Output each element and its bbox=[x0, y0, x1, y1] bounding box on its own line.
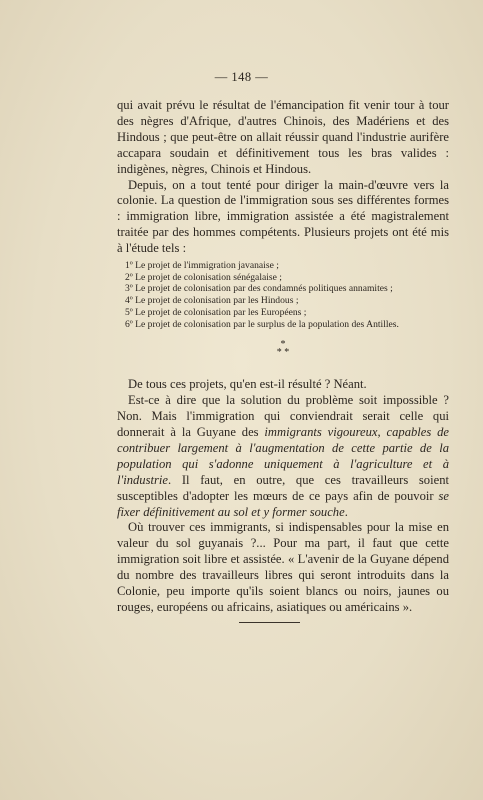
solution-italic-1: immigrants vigoureux, capables de contribuer largement à l'augmentation de cette partie de la population qui s'adonne uniquement à l'agriculture et à l'industrie bbox=[117, 425, 450, 487]
solution-text-3: . bbox=[344, 504, 348, 519]
paragraph-where-immigrants: Où trouver ces immigrants, si indispensables pour la mise en valeur du sol guyanais ?... Pour ma part, il faut que cette immigration soit libre et assistée. « L'avenir de la Guyane dépend du nombre des travailleurs libres qui seront introduits dans la Colonie, peu importe qu'ils soient blancs ou noirs, jaunes ou rouges, européens ou africains, asiatiques ou américains ». bbox=[117, 520, 449, 614]
paragraph-immigration-question: Depuis, on a tout tenté pour diriger la main-d'œuvre vers la colonie. La question de l'immigration sous ses différentes formes : immigration libre, immigration assistée a été magistralement traitée par des hommes compétents. Plusieurs projets ont été mis à l'étude tels : bbox=[117, 177, 449, 256]
page-number: — 148 — bbox=[214, 70, 269, 84]
paragraph-emancipation: qui avait prévu le résultat de l'émancipation fit venir tour à tour des nègres d'Afrique, d'autres Chinois, des Madériens et des Hindous ; que peut-être on allait réussir quand l'industrie aurifère accapara soudain et définitivement tous les bras valides : indigènes, nègres, Chinois et Hindous. bbox=[117, 98, 449, 176]
separator-star-top: * bbox=[280, 339, 286, 351]
list-item: 6º Le projet de colonisation par le surplus de la population des Antilles. bbox=[125, 318, 399, 330]
separator-stars-bottom: * * bbox=[276, 347, 290, 359]
solution-text-1: Est-ce à dire que la solution du problème soit impossible ? Non. Mais l'immigration qui conviendrait serait celle qui donnerait à la Guyane des bbox=[117, 393, 449, 439]
list-item: 4º Le projet de colonisation par les Hindous ; bbox=[125, 295, 299, 307]
paragraph-result: De tous ces projets, qu'en est-il résulté ? Néant. bbox=[128, 377, 367, 392]
list-item: 2º Le projet de colonisation sénégalaise ; bbox=[125, 271, 282, 283]
list-item: 5º Le projet de colonisation par les Européens ; bbox=[125, 306, 307, 318]
projects-list bbox=[125, 260, 449, 330]
list-item: 1º Le projet de l'immigration javanaise ; bbox=[125, 260, 279, 272]
list-item: 3º Le projet de colonisation par des condamnés politiques annamites ; bbox=[125, 283, 393, 295]
paragraph-solution bbox=[117, 393, 449, 520]
solution-italic-2: se fixer définitivement au sol et y former souche bbox=[117, 488, 449, 519]
solution-text-2: . Il faut, en outre, que ces travailleurs soient susceptibles d'adopter les mœurs de ce pays afin de pouvoir bbox=[117, 472, 449, 503]
section-separator bbox=[117, 341, 449, 357]
page-body bbox=[117, 98, 449, 616]
end-rule bbox=[239, 622, 300, 623]
